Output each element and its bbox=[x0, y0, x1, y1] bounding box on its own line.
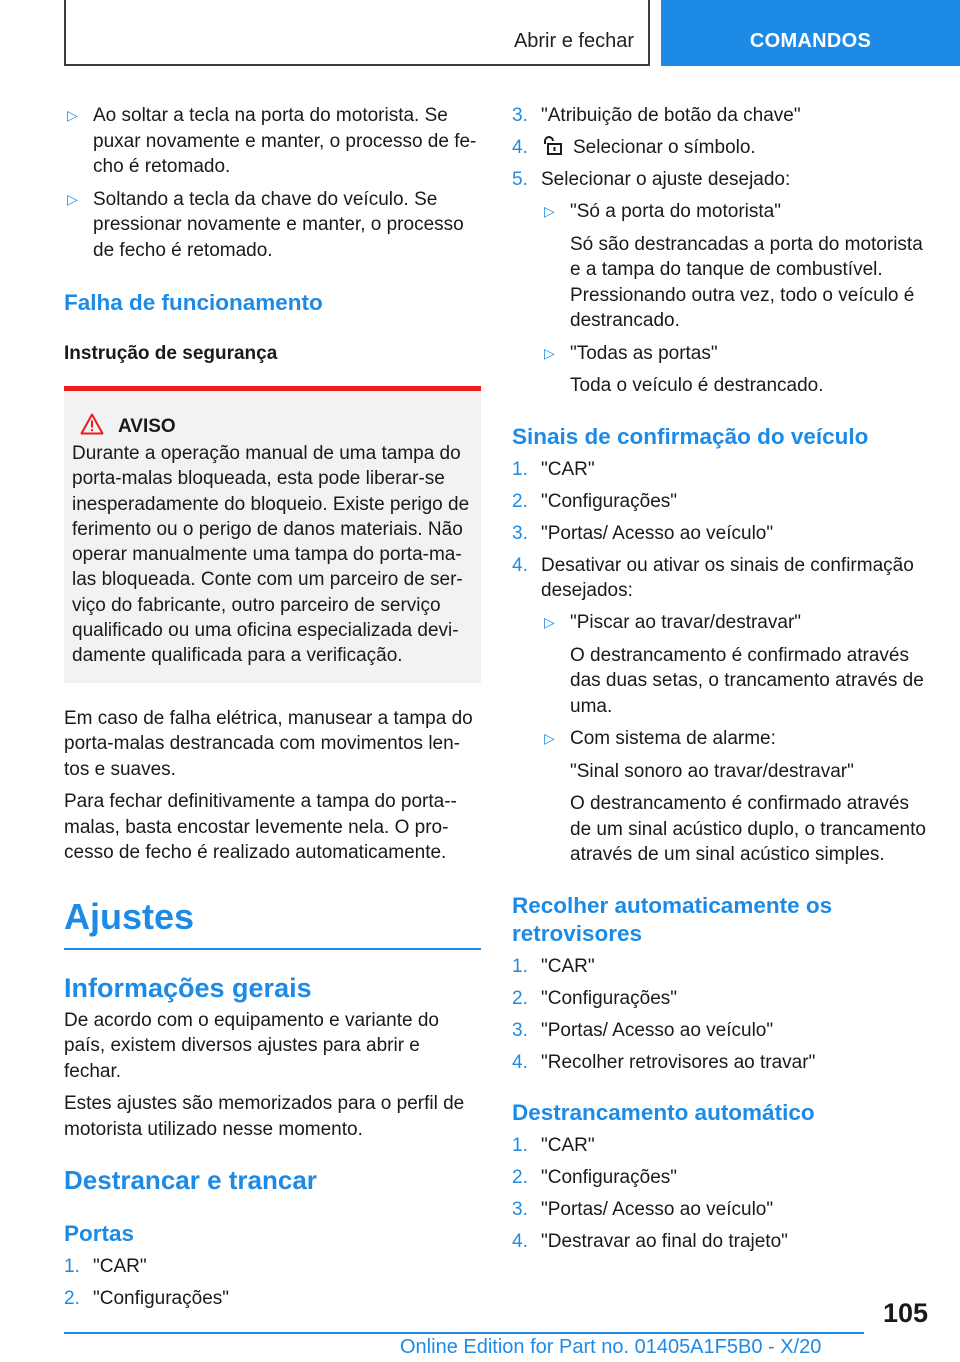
step-text: "CAR" bbox=[541, 458, 595, 480]
step-text: "Configurações" bbox=[541, 1167, 678, 1188]
footer-divider bbox=[64, 1332, 864, 1334]
step-text: "CAR" bbox=[541, 955, 595, 977]
list-item bbox=[512, 1165, 932, 1191]
step-number: 4. bbox=[512, 1231, 528, 1252]
option-label: "Só a porta do motorista" bbox=[570, 201, 781, 222]
step-text: Selecionar o símbolo. bbox=[573, 137, 756, 158]
option-description: Só são destrancadas a porta do motorista e a tampa do tanque de combustível. Pressionando outra vez, todo o veículo é destrancado. bbox=[570, 233, 923, 331]
header-chapter-tab bbox=[661, 0, 960, 66]
list-item bbox=[512, 954, 932, 980]
list-item bbox=[512, 135, 932, 161]
option-description: Toda o veículo é destrancado. bbox=[570, 375, 824, 396]
list-item bbox=[64, 1254, 481, 1280]
paragraph: Para fechar definitivamente a tampa do porta--malas, basta encostar levemente nela. O pro-cesso de fecho é realizado automaticamente. bbox=[64, 791, 457, 864]
step-number: 4. bbox=[512, 554, 528, 576]
option-label: Com sistema de alarme: bbox=[570, 728, 776, 749]
step-number: 2. bbox=[512, 987, 528, 1009]
bullet-triangle-icon: ▷ bbox=[544, 344, 555, 361]
step-number: 3. bbox=[512, 522, 528, 544]
option-label-secondary: "Sinal sonoro ao travar/destravar" bbox=[570, 760, 854, 782]
warning-title: AVISO bbox=[118, 416, 176, 437]
heading-portas: Portas bbox=[64, 1221, 135, 1247]
list-item bbox=[512, 1133, 932, 1159]
sinais-steps bbox=[512, 457, 932, 604]
heading-ajustes: Ajustes bbox=[64, 896, 481, 950]
auto-steps bbox=[512, 1133, 932, 1255]
step-number: 2. bbox=[64, 1288, 80, 1310]
list-item bbox=[512, 489, 932, 515]
step-number: 1. bbox=[512, 1135, 528, 1156]
heading-falha: Falha de funcionamento bbox=[64, 290, 323, 315]
option-list bbox=[541, 199, 932, 399]
list-item-text: Soltando a tecla da chave do veículo. Se pressionar novamente e manter, o processo de fecho é retomado. bbox=[93, 188, 464, 261]
option-label: "Todas as portas" bbox=[570, 342, 718, 364]
heading-recolher: Recolher automaticamente os retrovisores bbox=[512, 892, 833, 946]
list-item bbox=[512, 986, 932, 1012]
list-item bbox=[512, 103, 932, 129]
heading-informacoes: Informações gerais bbox=[64, 972, 312, 1003]
header-chapter-title: COMANDOS bbox=[749, 30, 872, 52]
header-section-tab bbox=[64, 0, 650, 66]
list-item bbox=[512, 1197, 932, 1223]
list-item bbox=[512, 553, 932, 604]
warning-triangle-icon bbox=[80, 413, 104, 435]
step-number: 3. bbox=[512, 105, 528, 126]
list-item bbox=[64, 103, 481, 180]
header-section-title: Abrir e fechar bbox=[513, 30, 634, 52]
step-text: "Recolher retrovisores ao travar" bbox=[541, 1051, 816, 1073]
bullet-triangle-icon: ▷ bbox=[67, 107, 78, 123]
step-text: "CAR" bbox=[93, 1256, 147, 1278]
step-text: Selecionar o ajuste desejado: bbox=[541, 169, 791, 190]
paragraph: Estes ajustes são memorizados para o perfil de motorista utilizado nesse momento. bbox=[64, 1093, 465, 1140]
list-item bbox=[64, 187, 481, 264]
step-text: "Configurações" bbox=[541, 490, 678, 512]
heading-destrancamento-automatico: Destrancamento automático bbox=[512, 1100, 815, 1125]
list-item-text: Ao soltar a tecla na porta do motorista. Se puxar novamente e manter, o processo de fe-cho é retomado. bbox=[93, 105, 477, 177]
list-item bbox=[64, 1286, 481, 1312]
portas-steps bbox=[64, 1254, 481, 1312]
step-number: 5. bbox=[512, 169, 528, 190]
heading-destrancar: Destrancar e trancar bbox=[64, 1165, 317, 1196]
paragraph: De acordo com o equipamento e variante do país, existem diversos ajustes para abrir e fechar. bbox=[64, 1009, 439, 1082]
warning-title-row bbox=[72, 413, 473, 439]
step-number: 1. bbox=[512, 458, 528, 480]
step-text: "Destravar ao final do trajeto" bbox=[541, 1231, 788, 1252]
page-number: 105 bbox=[882, 1298, 928, 1328]
paragraph: Em caso de falha elétrica, manusear a tampa do porta-malas destrancada com movimentos len-tos e suaves. bbox=[64, 707, 473, 780]
option-label: "Piscar ao travar/destravar" bbox=[570, 612, 802, 633]
list-item bbox=[541, 341, 932, 399]
step-text: "Portas/ Acesso ao veículo" bbox=[541, 1019, 774, 1041]
warning-box bbox=[64, 386, 481, 683]
step-number: 4. bbox=[512, 137, 528, 158]
list-item bbox=[512, 457, 932, 483]
step-number: 2. bbox=[512, 1167, 528, 1188]
bullet-triangle-icon: ▷ bbox=[544, 730, 555, 746]
heading-sinais: Sinais de confirmação do veículo bbox=[512, 423, 869, 449]
list-item bbox=[512, 1229, 932, 1255]
step-text: "Configurações" bbox=[93, 1288, 230, 1310]
heading-instrucao: Instrução de segurança bbox=[64, 343, 278, 364]
recolher-steps bbox=[512, 954, 932, 1076]
step-number: 1. bbox=[512, 955, 528, 977]
step-number: 2. bbox=[512, 490, 528, 512]
left-column bbox=[64, 103, 481, 1318]
list-item bbox=[512, 1050, 932, 1076]
list-item bbox=[541, 199, 932, 334]
step-number: 3. bbox=[512, 1199, 528, 1220]
option-list bbox=[541, 610, 932, 868]
step-text: "Configurações" bbox=[541, 987, 678, 1009]
bullet-triangle-icon: ▷ bbox=[544, 614, 555, 630]
warning-text: Durante a operação manual de uma tampa do porta-malas bloqueada, esta pode liberar-se inesperadamente do bloqueio. Existe perigo de ferimento ou o perigo de danos materiais. Não operar manualmente uma tampa do porta-ma-las bloqueada. Conte com um parceiro de ser-viço do fabricante, outro parceiro de serviço qualificado ou uma oficina especializada devi-damente qualificada para a verificação. bbox=[72, 443, 470, 667]
step-text: Desativar ou ativar os sinais de confirmação desejados: bbox=[541, 554, 914, 601]
list-item bbox=[512, 167, 932, 193]
bullet-triangle-icon: ▷ bbox=[544, 203, 555, 219]
list-item bbox=[541, 610, 932, 719]
unlock-icon bbox=[541, 135, 563, 155]
step-number: 4. bbox=[512, 1051, 528, 1073]
step-text: "Portas/ Acesso ao veículo" bbox=[541, 1199, 774, 1220]
step-number: 3. bbox=[512, 1019, 528, 1041]
footer-edition-text: Online Edition for Part no. 01405A1F5B0 - X/20 bbox=[400, 1336, 822, 1358]
list-item bbox=[541, 726, 932, 868]
step-number: 1. bbox=[64, 1256, 80, 1278]
step-text: "Atribuição de botão da chave" bbox=[541, 105, 801, 126]
step-text: "Portas/ Acesso ao veículo" bbox=[541, 522, 774, 544]
list-item bbox=[512, 1018, 932, 1044]
right-column bbox=[512, 103, 932, 1261]
step-text: "CAR" bbox=[541, 1135, 595, 1156]
option-description: O destrancamento é confirmado através das duas setas, o trancamento através de uma. bbox=[570, 644, 924, 717]
bullet-triangle-icon: ▷ bbox=[67, 190, 78, 207]
list-item bbox=[512, 521, 932, 547]
option-description: O destrancamento é confirmado através de um sinal acústico duplo, o trancamento através de um sinal acústico simples. bbox=[570, 793, 926, 865]
